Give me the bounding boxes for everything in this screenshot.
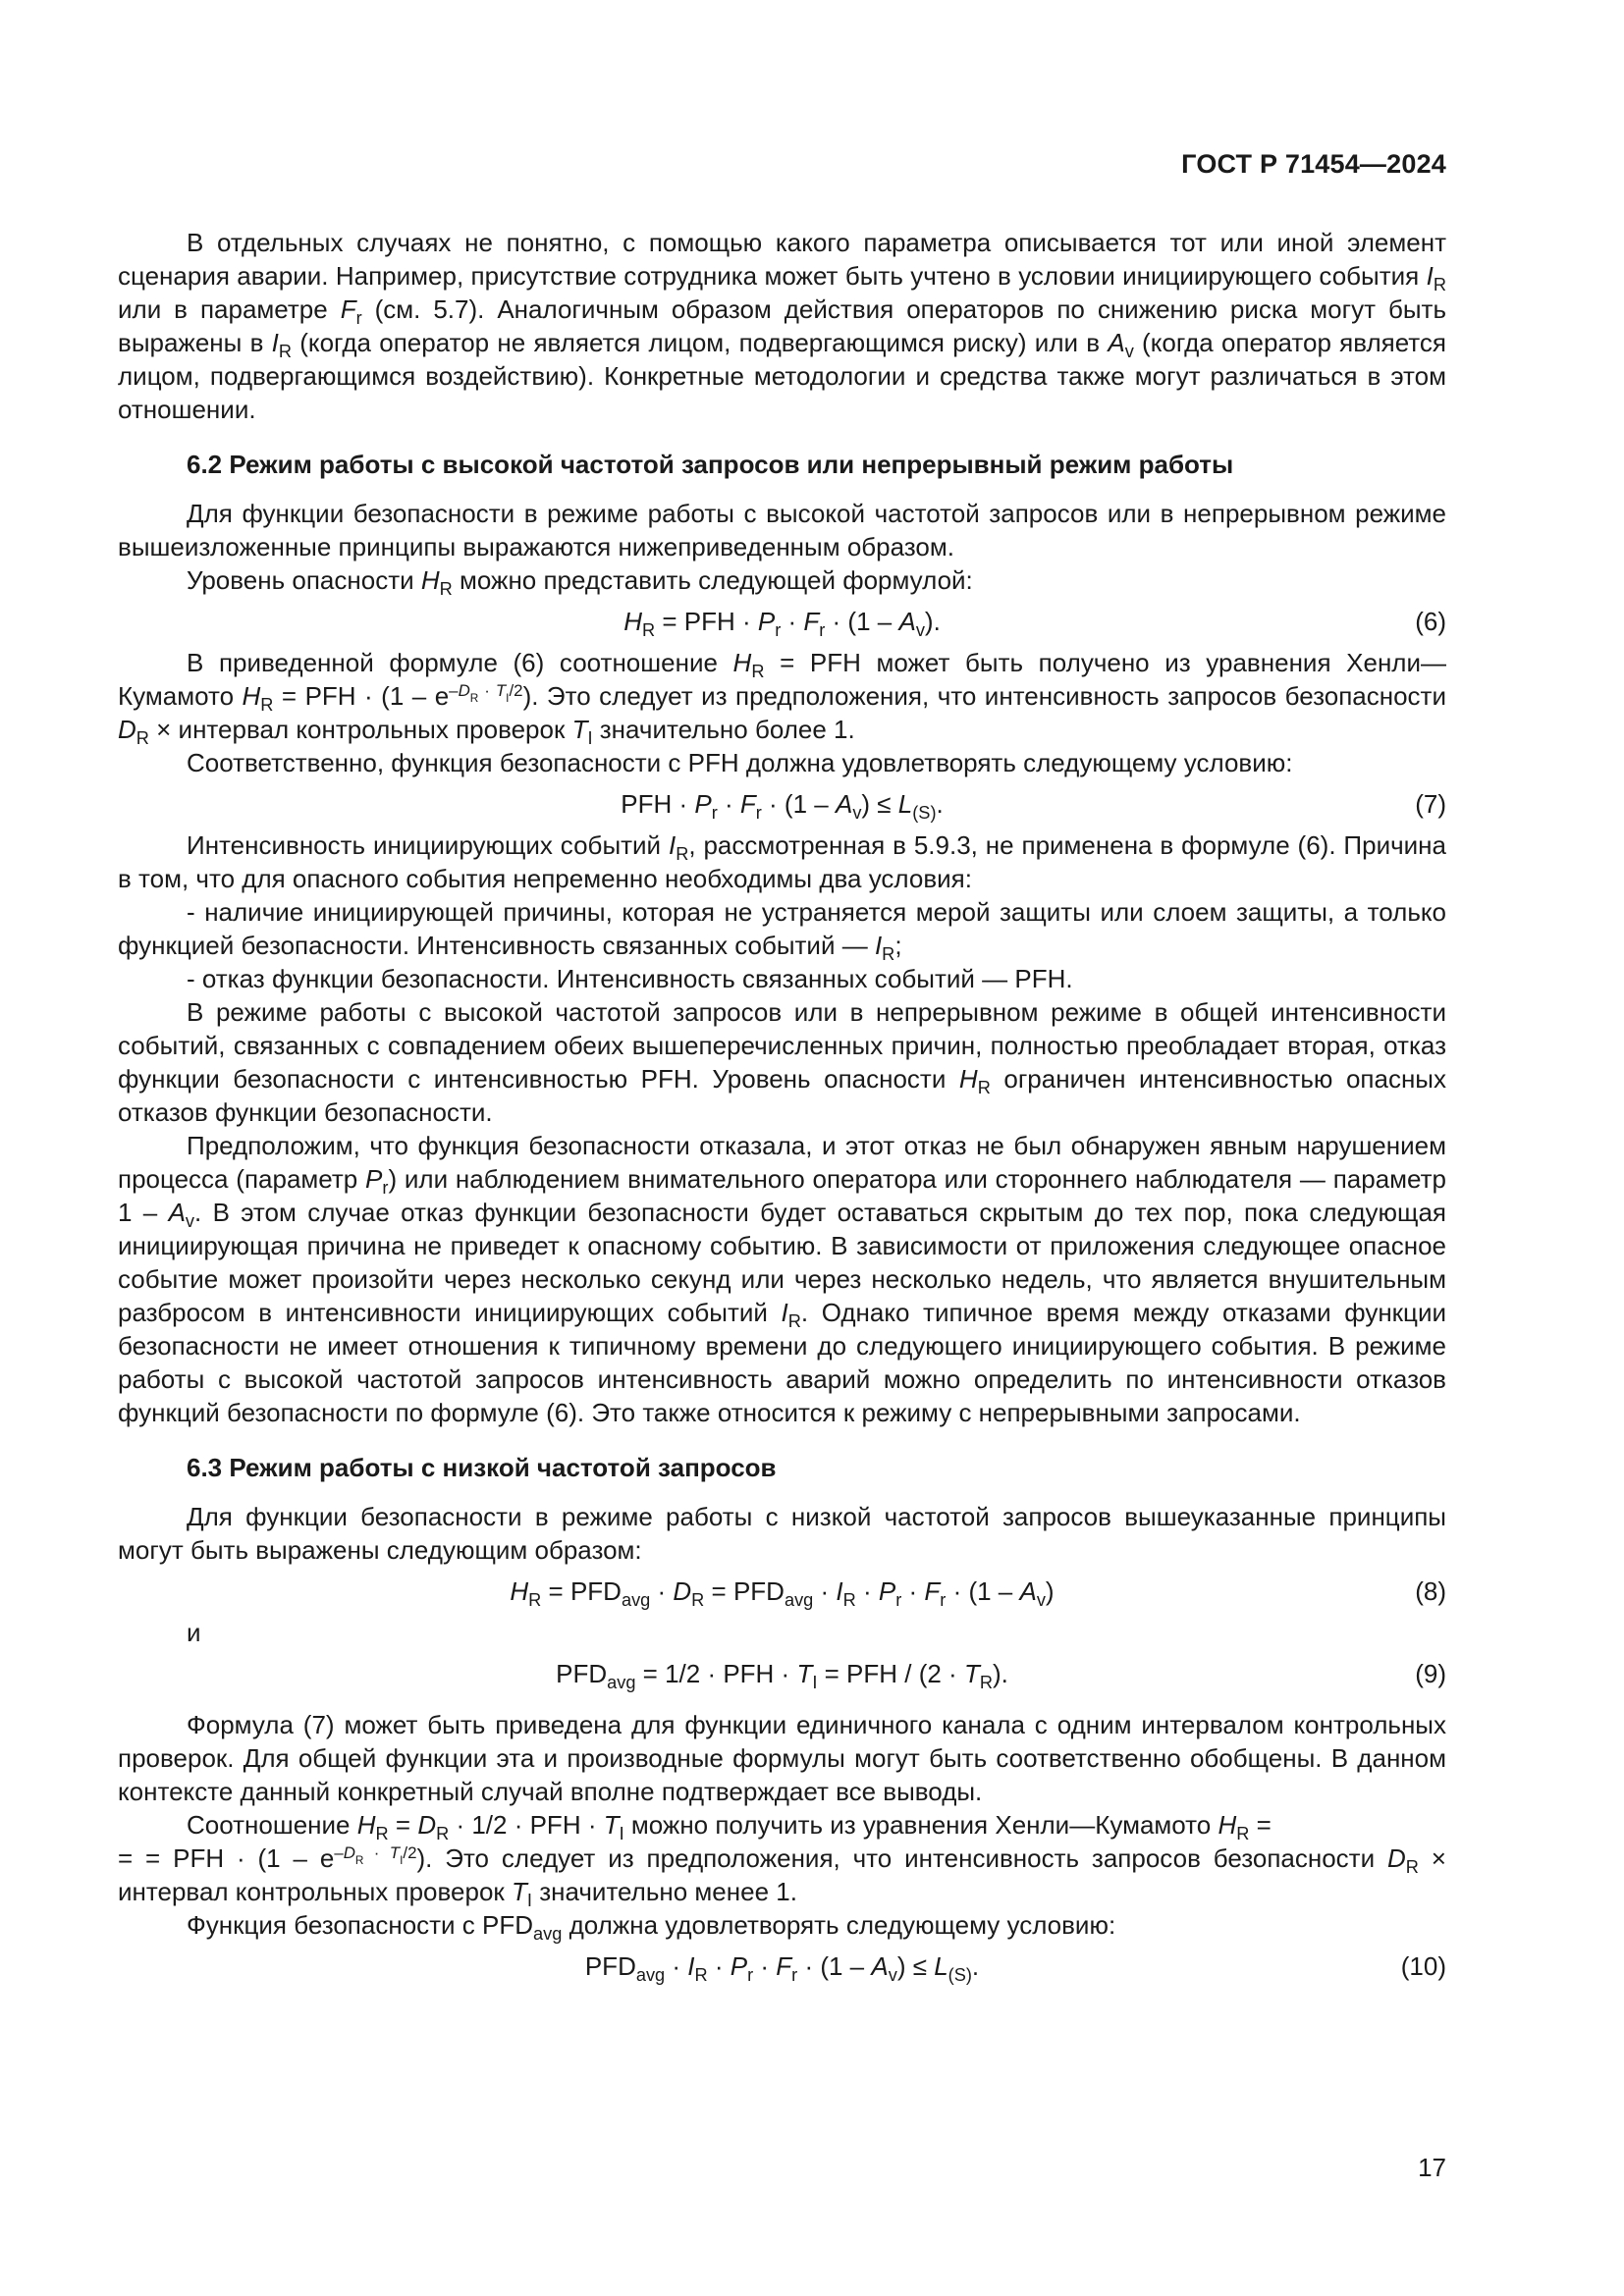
section-6-3-paragraph: Функция безопасности с $PFD_{avg}$ должна удовлетворять следующему условию: (187, 1910, 1116, 1944)
list-item: - наличие инициирующей причины, которая не устраняется мерой защиты или слоем защиты, а только функцией безопасности. Интенсивность связанных событий — $I_R$; (118, 897, 1446, 964)
list-item: - отказ функции безопасности. Интенсивность связанных событий — PFH. (187, 964, 1073, 993)
formula-number: (7) (1415, 789, 1446, 819)
formula-number: (9) (1415, 1659, 1446, 1688)
formula-number: (10) (1400, 1951, 1446, 1981)
formula-7: PFH · $P_r \cdot F_r \cdot (1 - A_v) \le L_{(S)}$. (7) (118, 783, 1446, 825)
intro-paragraph: В отдельных случаях не понятно, с помощью какого параметра описывается тот или иной элемент сценария аварии. Например, присутствие сотрудника может быть учтено в условии инициирующего события $I_R$ или в параметре $F_r$ (см. 5.7). Аналогичным образом действия операторов по снижению риска могут быть выражены в $I_R$ (когда оператор не является лицом, подвергающимся риску) или в $A_v$ (когда оператор является лицом, подвергающимся воздействию). Конкретные методологии и средства также могут различаться в этом отношении. (118, 228, 1446, 424)
section-6-2-paragraph: Для функции безопасности в режиме работы с высокой частотой запросов или в непрерывном режиме вышеизложенные принципы выражаются нижеприведенным образом. (118, 499, 1446, 561)
section-6-2-paragraph: Соответственно, функция безопасности с PFH должна удовлетворять следующему условию: (187, 748, 1293, 777)
document-body (118, 226, 1446, 1991)
page-number: 17 (1418, 2153, 1446, 2182)
section-6-2-heading: 6.2 Режим работы с высокой частотой запросов или непрерывный режим работы (187, 450, 1234, 479)
section-6-2-paragraph: В приведенной формуле (6) соотношение $H_R$ = PFH может быть получено из уравнения Хенли—Кумамото $H_R$ = PFH · $(1 - e^{-D_R \cdot T_I/2})$. Это следует из предположения, что интенсивность запросов безопасности $D_R$ × интервал контрольных проверок $T_I$ значительно более 1. (118, 648, 1446, 748)
formula-6: $H_R$ = PFH · $P_r \cdot F_r \cdot (1 - A_v)$. (6) (118, 601, 1446, 642)
section-6-3-paragraph: Соотношение $H_R = D_R \cdot 1/2$ · PFH · $T_I$ можно получить из уравнения Хенли—Кумамото $H_R$ = = = PFH · $(1 - e^{-D_R \cdot T_I/2})$. Это следует из предположения, что интенсивность запросов безопасности $D_R$ × интервал контрольных проверок $T_I$ значительно менее 1. (118, 1810, 1446, 1910)
formula-8: $H_R = PFD_{avg} \cdot D_R = PFD_{avg} \cdot I_R \cdot P_r \cdot F_r \cdot (1 - A_v)$ (8) (118, 1571, 1446, 1612)
section-6-2-paragraph: В режиме работы с высокой частотой запросов или в непрерывном режиме в общей интенсивности событий, связанных с совпадением обеих вышеперечисленных причин, полностью преобладает вторая, отказ функции безопасности с интенсивностью PFH. Уровень опасности $H_R$ ограничен интенсивностью опасных отказов функции безопасности. (118, 997, 1446, 1127)
section-6-3-heading: 6.3 Режим работы с низкой частотой запросов (187, 1453, 777, 1482)
formula-10: $PFD_{avg} \cdot I_R \cdot P_r \cdot F_r \cdot (1 - A_v) \le L_{(S)}$. (10) (118, 1946, 1446, 1987)
formula-number: (8) (1415, 1576, 1446, 1606)
section-6-3-paragraph: Формула (7) может быть приведена для функции единичного канала с одним интервалом контрольных проверок. Для общей функции эта и производные формулы могут быть соответственно обобщены. В данном контексте данный конкретный случай вполне подтверждает все выводы. (118, 1710, 1446, 1806)
formula-number: (6) (1415, 607, 1446, 636)
section-6-3-paragraph: Для функции безопасности в режиме работы с низкой частотой запросов вышеуказанные принципы могут быть выражены следующим образом: (118, 1502, 1446, 1565)
document-id: ГОСТ Р 71454—2024 (1181, 149, 1446, 179)
conjunction-text: и (187, 1618, 201, 1647)
section-6-2-paragraph: Уровень опасности $H_R$ можно представить следующей формулой: (187, 565, 973, 599)
formula-9: $PFD_{avg} = 1/2$ · PFH · $T_I$ = PFH / $(2 \cdot T_R)$. (9) (118, 1653, 1446, 1694)
section-6-2-paragraph: Предположим, что функция безопасности отказала, и этот отказ не был обнаружен явным нарушением процесса (параметр $P_r$) или наблюдением внимательного оператора или стороннего наблюдателя — параметр $1 - A_v$. В этом случае отказ функции безопасности будет оставаться скрытым до тех пор, пока следующая инициирующая причина не приведет к опасному событию. В зависимости от приложения следующее опасное событие может произойти через несколько секунд или через несколько недель, что является внушительным разбросом в интенсивности инициирующих событий $I_R$. Однако типичное время между отказами функции безопасности не имеет отношения к типичному времени до следующего инициирующего события. В режиме работы с высокой частотой запросов интенсивность аварий можно определить по интенсивности отказов функций безопасности по формуле (6). Это также относится к режиму с непрерывными запросами. (118, 1131, 1446, 1427)
section-6-2-paragraph: Интенсивность инициирующих событий $I_R$, рассмотренная в 5.9.3, не применена в формуле (6). Причина в том, что для опасного события непременно необходимы два условия: (118, 830, 1446, 893)
